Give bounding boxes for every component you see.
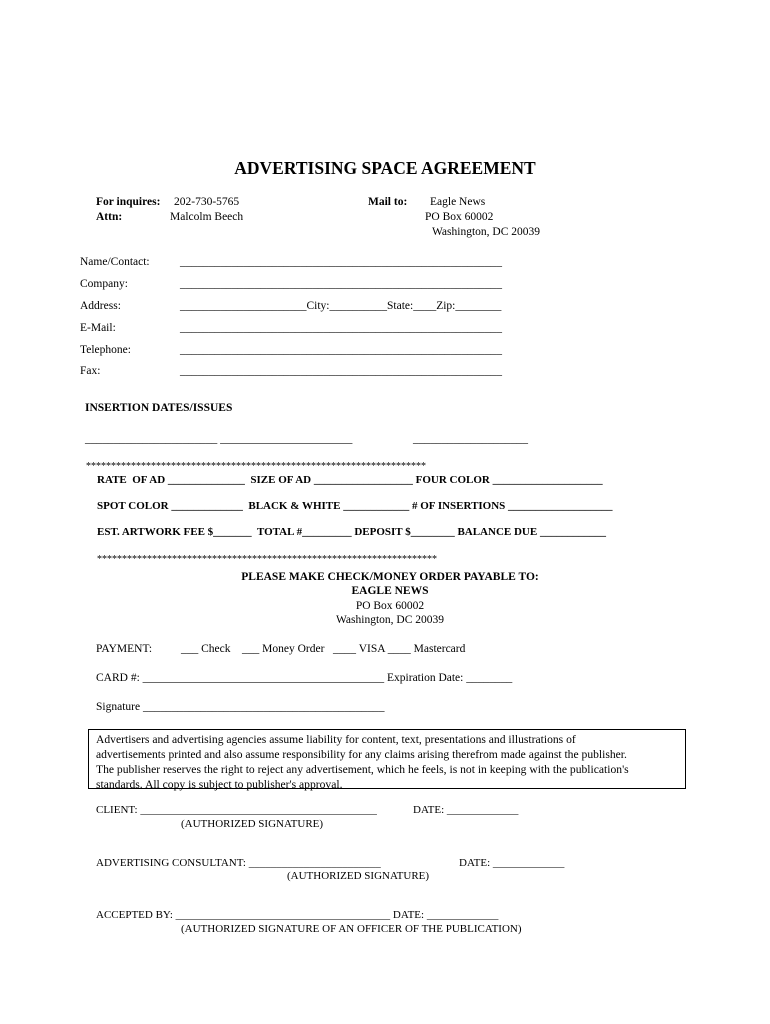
mail-address-line-3: Washington, DC 20039 <box>432 226 541 238</box>
client-signature-field[interactable]: CLIENT: ___________________________________________ <box>96 804 377 816</box>
company-field[interactable]: ________________________________________________________ <box>180 278 502 290</box>
name-contact-field[interactable]: ________________________________________________________ <box>180 256 502 268</box>
telephone-field[interactable]: ________________________________________________________ <box>180 344 502 356</box>
address-field[interactable]: ______________________City:__________State:____Zip:________ <box>180 300 502 312</box>
attn-label: Attn: <box>96 211 123 223</box>
address-label: Address: <box>80 300 121 312</box>
ad-row-rate[interactable]: RATE OF AD ______________ SIZE OF AD __________________ FOUR COLOR ____________________ <box>97 474 603 486</box>
liability-notice-box <box>88 729 686 789</box>
mail-to-label: Mail to: <box>368 196 408 208</box>
company-label: Company: <box>80 278 128 290</box>
notice-line-4: standards. All copy is subject to publisher's approval. <box>96 778 343 791</box>
notice-line-2: advertisements printed and also assume responsibility for any claims arising therefrom made against the publisher. <box>96 748 627 761</box>
divider-stars-top: ******************************************************************** <box>86 461 426 472</box>
email-field[interactable]: ________________________________________________________ <box>180 322 502 334</box>
accepted-caption: (AUTHORIZED SIGNATURE OF AN OFFICER OF THE PUBLICATION) <box>181 923 522 935</box>
divider-stars-bottom: ******************************************************************** <box>97 554 437 565</box>
insertion-heading: INSERTION DATES/ISSUES <box>85 402 233 414</box>
notice-line-3: The publisher reserves the right to reject any advertisement, which he feels, is not in keeping with the publication's <box>96 763 629 776</box>
ad-row-artwork-fee[interactable]: EST. ARTWORK FEE $_______ TOTAL #_________ DEPOSIT $________ BALANCE DUE ____________ <box>97 526 606 538</box>
inquires-phone: 202-730-5765 <box>174 196 240 208</box>
consultant-signature-field[interactable]: ADVERTISING CONSULTANT: ________________________ <box>96 857 381 869</box>
page-title: ADVERTISING SPACE AGREEMENT <box>234 158 536 178</box>
insertion-dates-field[interactable]: _______________________ _______________________ <box>85 433 353 445</box>
fax-label: Fax: <box>80 365 101 377</box>
accepted-by-field[interactable]: ACCEPTED BY: _______________________________________ DATE: _____________ <box>96 909 499 921</box>
consultant-caption: (AUTHORIZED SIGNATURE) <box>287 870 430 882</box>
attn-name: Malcolm Beech <box>170 211 244 223</box>
inquires-label: For inquires: <box>96 196 161 208</box>
insertion-dates-field-right[interactable]: ____________________ <box>413 433 528 445</box>
name-contact-label: Name/Contact: <box>80 256 150 268</box>
email-label: E-Mail: <box>80 322 116 334</box>
payable-line-4: Washington, DC 20039 <box>335 614 444 626</box>
notice-line-1: Advertisers and advertising agencies assume liability for content, text, presentations and illustrations of <box>96 733 576 746</box>
card-number-field[interactable]: CARD #: __________________________________________ Expiration Date: ________ <box>96 672 513 684</box>
client-date-field[interactable]: DATE: _____________ <box>413 804 519 816</box>
ad-row-spot-color[interactable]: SPOT COLOR _____________ BLACK & WHITE ____________ # OF INSERTIONS ___________________ <box>97 500 613 512</box>
fax-field[interactable]: ________________________________________________________ <box>180 365 502 377</box>
payable-line-3: PO Box 60002 <box>355 600 425 612</box>
telephone-label: Telephone: <box>80 344 131 356</box>
signature-field[interactable]: Signature __________________________________________ <box>96 701 385 713</box>
client-caption: (AUTHORIZED SIGNATURE) <box>181 818 324 830</box>
payable-line-2: EAGLE NEWS <box>351 585 429 597</box>
mail-address-line-2: PO Box 60002 <box>425 211 494 223</box>
payable-line-1: PLEASE MAKE CHECK/MONEY ORDER PAYABLE TO: <box>241 571 539 583</box>
payment-label: PAYMENT: <box>96 643 153 655</box>
payment-options[interactable]: ___ Check ___ Money Order ____ VISA ____ Mastercard <box>181 643 466 655</box>
mail-address-line-1: Eagle News <box>430 196 486 208</box>
consultant-date-field[interactable]: DATE: _____________ <box>459 857 565 869</box>
